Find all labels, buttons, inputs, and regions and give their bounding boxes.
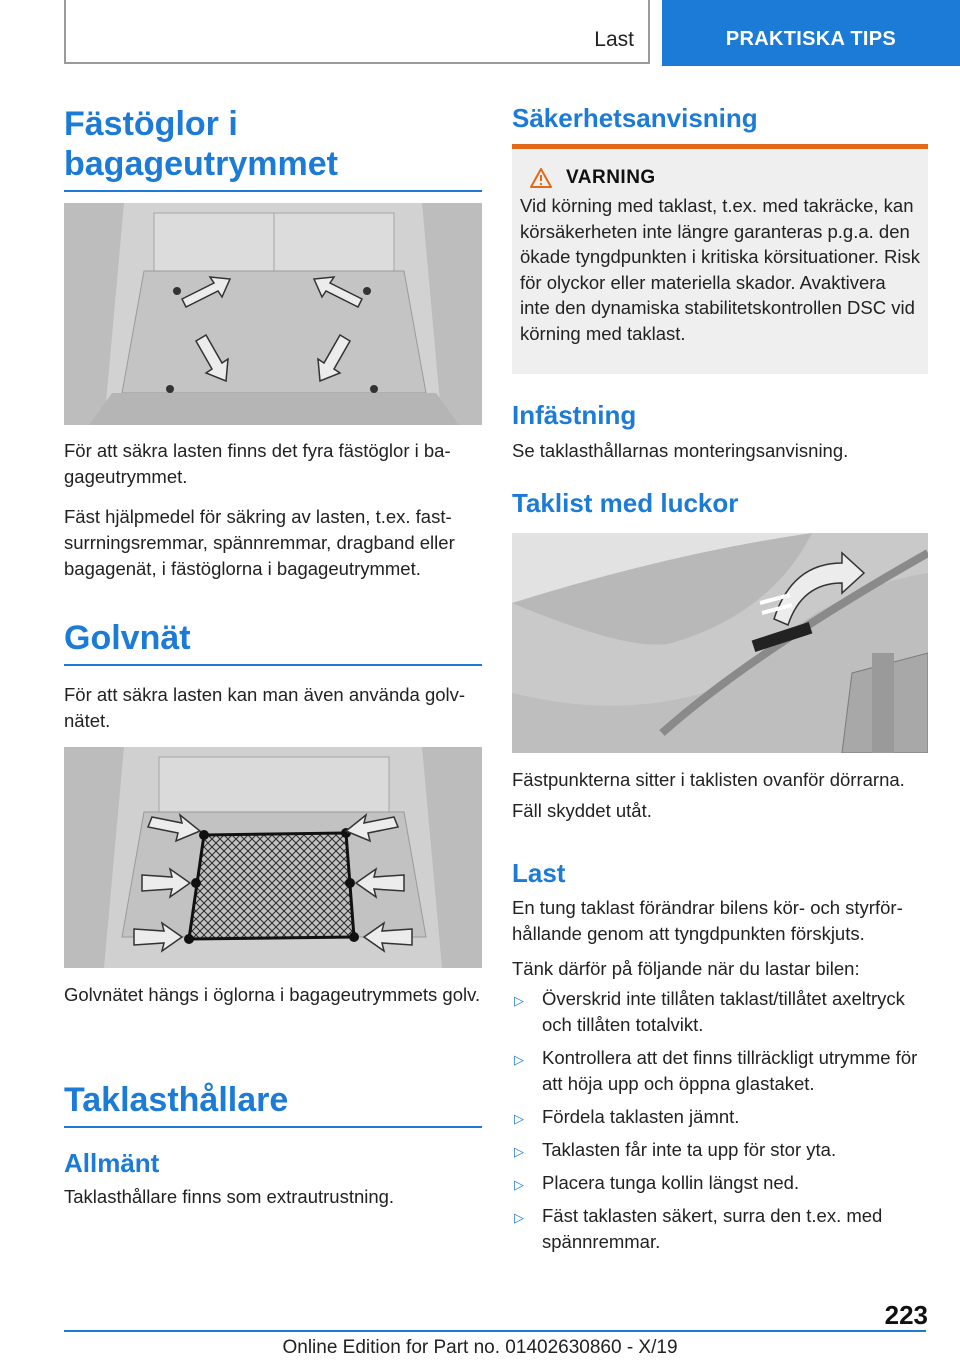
footer-edition: Online Edition for Part no. 01402630860 - X/19 (282, 1337, 678, 1358)
warning-title: VARNING (566, 167, 656, 188)
list-item: ▷ Placera tunga kollin längst ned. (512, 1170, 930, 1196)
bullet-triangle-icon: ▷ (514, 1210, 524, 1225)
paragraph: Taklasthållare finns som extrautrustning. (64, 1186, 395, 1207)
bullet-triangle-icon: ▷ (514, 993, 524, 1008)
header-frame (64, 0, 650, 64)
paragraph: En tung taklast förändrar bilens kör- och styrförhållande genom att tyngdpunkten förskjuts. (512, 897, 903, 944)
section-title-fastoglor: Fästöglor i bagageutrymmet (64, 104, 482, 192)
header-chapter-tab[interactable]: PRAKTISKA TIPS (662, 0, 960, 66)
list-item: ▷ Taklasten får inte ta upp för stor yta. (512, 1137, 930, 1163)
figure-trunk-eyelets (64, 203, 482, 425)
list-item: ▷ Kontrollera att det finns tillräckligt utrymme för att höja upp och öppna glastaket. (514, 1047, 918, 1094)
subsection-title-infastning: Infästning (512, 400, 637, 430)
list-item: ▷ Fördela taklasten jämnt. (512, 1104, 930, 1130)
bullet-triangle-icon: ▷ (514, 1111, 524, 1126)
paragraph: Tänk därför på följande när du lastar bilen: (512, 958, 860, 979)
warning-header (520, 167, 920, 189)
subsection-title-allmant: Allmänt (64, 1148, 160, 1178)
section-title-golvnat: Golvnät (64, 618, 482, 666)
bullet-triangle-icon: ▷ (514, 1177, 524, 1192)
subsection-title-taklist: Taklist med luckor (512, 488, 739, 518)
bullet-triangle-icon: ▷ (514, 1052, 524, 1067)
warning-text: Vid körning med taklast, t.ex. med takräcke, kan körsäkerheten inte längre garanteras p.g.a. den ökade tyngdpunkten i kritiska körsituationer. Risk för olyckor eller materiella skador. Avaktivera inte den dynamiska stabilitetskontrollen DSC vid körning med taklast. (520, 195, 921, 344)
warning-box (512, 144, 928, 374)
paragraph: För att säkra lasten finns det fyra fästöglor i bagageutrymmet. (64, 440, 451, 487)
paragraph: Golvnätet hängs i öglorna i bagageutrymmets golv. (64, 984, 481, 1005)
section-title-taklasthallare: Taklasthållare (64, 1080, 482, 1128)
trunk-eyelets-illustration (64, 203, 482, 425)
paragraph: Fäll skyddet utåt. (512, 800, 652, 821)
subsection-title-last: Last (512, 858, 566, 888)
list-item: ▷ Fäst taklasten säkert, surra den t.ex. med spännremmar. (514, 1205, 883, 1252)
figure-floor-net (64, 747, 482, 968)
roof-rail-illustration (512, 533, 928, 753)
page-number: 223 (884, 1300, 928, 1330)
bullet-triangle-icon: ▷ (514, 1144, 524, 1159)
paragraph: Fästpunkterna sitter i taklisten ovanför dörrarna. (512, 769, 905, 790)
section-title-sakerhetsanvisning: Säkerhetsanvisning (512, 103, 758, 133)
warning-triangle-icon (530, 168, 552, 188)
list-item: ▷ Överskrid inte tillåten taklast/tillåtet axeltryck och tillåten totalvikt. (514, 988, 905, 1035)
footer-divider (64, 1330, 926, 1332)
load-checklist (512, 986, 930, 1262)
paragraph: Fäst hjälpmedel för säkring av lasten, t.ex. fastsurrningsremmar, spännremmar, dragband eller bagagenät, i fästöglorna i bagageutrymmet. (64, 506, 455, 579)
header-section: Last (594, 28, 634, 51)
paragraph: Se taklasthållarnas monteringsanvisning. (512, 440, 849, 461)
paragraph: För att säkra lasten kan man även använda golvnätet. (64, 684, 466, 731)
floor-net-illustration (64, 747, 482, 968)
figure-roof-rail (512, 533, 928, 753)
